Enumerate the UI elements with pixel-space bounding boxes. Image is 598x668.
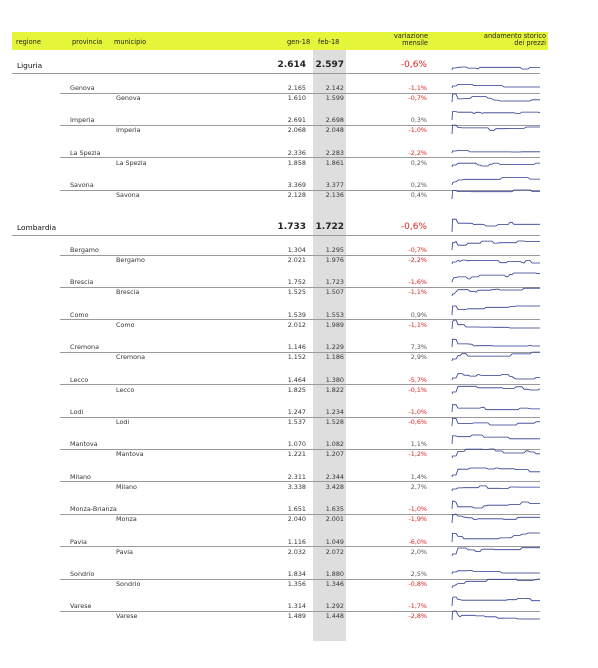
header-gen: gen-18 [287,38,311,46]
trend-sparkline [452,143,540,153]
sparkline-path [452,241,540,250]
province-variation: -1,0% [408,408,427,416]
municipio-feb: 2.048 [325,126,344,135]
province-variation: -0,7% [408,246,427,254]
province-gen: 1.834 [287,570,306,578]
sparkline-path [452,468,540,477]
province-variation: -1,0% [408,505,427,514]
sparkline-path [452,306,540,315]
municipio-gen: 2.040 [287,515,306,524]
sparkline-path [452,547,540,555]
province-gen: 1.116 [287,537,306,546]
municipio-feb: 1.207 [325,450,344,459]
province-name: Mantova [70,440,98,449]
trend-sparkline [452,351,540,361]
province-name: Lecco [70,375,89,384]
municipio-variation: -2,8% [408,612,427,621]
header-prezzi: dei prezzi [514,39,546,47]
sparkline-path [452,190,540,199]
sparkline-path [452,273,540,282]
sparkline-path [452,579,540,588]
region-name: Lombardia [17,223,57,232]
province-gen: 1.070 [287,440,306,449]
province-name: Lodi [70,408,84,416]
sparkline-path [452,219,540,232]
province-gen: 1.247 [287,408,306,416]
municipio-variation: -1,1% [408,320,427,329]
sparkline-path [452,501,540,509]
trend-sparkline [452,448,540,458]
trend-sparkline [452,481,540,491]
province-feb: 2.283 [325,148,344,157]
municipio-gen: 2.068 [287,126,306,135]
province-feb: 2.142 [325,84,344,92]
sparkline-path [452,150,540,153]
province-gen: 2.165 [287,84,306,92]
municipio-name: Lecco [116,385,135,394]
sparkline-path [452,597,540,606]
municipio-name: Pavia [116,547,133,556]
municipio-gen: 1.610 [287,94,306,102]
trend-sparkline [452,254,540,264]
sparkline-path [452,289,540,297]
municipio-feb: 1.346 [325,580,344,588]
municipio-variation: -1,9% [408,515,427,524]
sparkline-path [452,373,540,380]
province-variation: 1,4% [410,472,427,481]
municipio-name: Varese [116,612,138,621]
sparkline-path [452,178,540,185]
province-gen: 1.539 [287,310,306,319]
municipio-name: Imperia [116,126,141,135]
trend-sparkline [452,189,540,199]
province-name: Brescia [70,278,94,287]
region-feb: 1.722 [315,222,344,232]
municipio-gen: 1.489 [287,612,306,621]
header-feb: feb-18 [318,38,340,46]
municipio-name: Cremona [116,353,145,362]
sparkline-path [452,339,540,347]
municipio-gen: 1.525 [287,288,306,297]
municipio-gen: 2.012 [287,320,306,329]
province-variation: -1,7% [408,602,427,611]
trend-sparkline [452,467,540,477]
municipio-variation: -0,7% [408,94,427,102]
sparkline-path [452,435,540,444]
province-feb: 1.295 [325,246,344,254]
province-variation: 2,5% [410,570,427,578]
municipio-feb: 1.186 [325,353,344,362]
province-variation: 7,3% [410,343,427,352]
sparkline-path [452,112,540,120]
sparkline-path [452,533,540,542]
trend-sparkline [452,578,540,588]
municipio-feb: 1.507 [325,288,344,297]
municipio-feb: 1.448 [325,612,344,621]
municipio-feb: 1.528 [325,418,344,426]
province-gen: 3.369 [287,181,306,190]
region-name: Liguria [17,61,43,70]
province-feb: 1.049 [325,537,344,546]
trend-sparkline [452,337,540,347]
municipio-variation: 2,7% [410,482,427,491]
province-feb: 1.234 [325,408,344,416]
sparkline-path [452,260,540,264]
municipio-feb: 2.136 [325,191,344,200]
province-feb: 1.292 [325,602,344,611]
region-variation: -0,6% [400,60,427,70]
municipio-feb: 1.989 [325,320,344,329]
province-name: Monza-Brianza [70,505,117,514]
province-feb: 3.377 [325,181,344,190]
province-gen: 1.752 [287,278,306,287]
municipio-feb: 2.001 [325,515,344,524]
header-variazione: variazione [393,32,428,40]
municipio-name: Bergamo [116,256,145,264]
sparkline-path [452,514,540,523]
trend-sparkline [452,434,540,444]
municipio-variation: -1,1% [408,288,427,297]
municipio-gen: 1.858 [287,158,306,167]
sparkline-path [452,386,540,394]
sparkline-path [452,486,540,491]
municipio-variation: -0,1% [408,385,427,394]
municipio-name: Como [116,320,135,329]
province-variation: 1,1% [410,440,427,449]
municipio-name: Savona [116,191,140,200]
province-variation: -6,0% [408,537,427,546]
region-variation: -0,6% [400,222,427,232]
trend-sparkline [452,546,540,556]
sparkline-path [452,418,540,426]
trend-sparkline [452,218,540,232]
sparkline-path [452,67,540,70]
province-name: Cremona [70,343,99,352]
province-feb: 1.553 [325,310,344,319]
region-gen: 1.733 [277,222,306,232]
municipio-variation: -0,6% [408,418,427,426]
municipio-variation: 2,9% [410,353,427,362]
municipio-variation: -1,2% [408,450,427,459]
trend-sparkline [452,56,540,70]
municipio-variation: 0,2% [410,158,427,167]
province-name: Pavia [70,537,87,546]
municipio-variation: -1,0% [408,126,427,135]
municipio-feb: 1.976 [325,256,344,264]
municipio-gen: 2.032 [287,547,306,556]
province-gen: 1.304 [287,246,306,254]
table-header [12,32,548,50]
trend-sparkline [452,175,540,185]
province-feb: 1.082 [325,440,344,449]
province-variation: -5,7% [408,375,427,384]
trend-sparkline [452,78,540,88]
municipio-gen: 1.537 [287,418,306,426]
municipio-name: Mantova [116,450,144,459]
trend-sparkline [452,124,540,134]
sparkline-path [452,94,540,102]
province-name: Como [70,310,89,319]
region-gen: 2.614 [277,60,306,70]
trend-sparkline [452,305,540,315]
municipio-feb: 3.428 [325,482,344,491]
trend-sparkline [452,564,540,574]
municipio-name: Monza [116,515,137,524]
region-divider [12,235,540,236]
province-name: Sondrio [70,570,95,578]
municipio-feb: 1.822 [325,385,344,394]
header-provincia: provincia [72,38,103,46]
trend-sparkline [452,610,540,620]
province-gen: 1.464 [287,375,306,384]
municipio-feb: 1.861 [325,158,344,167]
province-feb: 1.880 [325,570,344,578]
sparkline-path [452,84,540,88]
province-feb: 1.723 [325,278,344,287]
province-name: Genova [70,84,95,92]
municipio-name: Genova [116,94,141,102]
trend-sparkline [452,532,540,542]
province-feb: 1.635 [325,505,344,514]
province-name: Milano [70,472,91,481]
municipio-gen: 1.825 [287,385,306,394]
trend-sparkline [452,416,540,426]
province-feb: 1.229 [325,343,344,352]
sparkline-path [452,126,540,135]
municipio-name: Sondrio [116,580,141,588]
trend-sparkline [452,402,540,412]
trend-sparkline [452,513,540,523]
header-municipio: municipio [114,38,147,46]
province-gen: 2.336 [287,148,306,157]
municipio-gen: 2.128 [287,191,306,200]
trend-sparkline [452,272,540,282]
trend-sparkline [452,110,540,120]
province-variation: -1,6% [408,278,427,287]
province-name: Varese [70,602,92,611]
trend-sparkline [452,596,540,606]
province-gen: 2.691 [287,116,306,125]
province-variation: 0,2% [410,181,427,190]
trend-sparkline [452,286,540,296]
municipio-name: La Spezia [116,158,147,167]
province-name: Savona [70,181,94,190]
province-variation: 0,9% [410,310,427,319]
sparkline-path [452,320,540,329]
sparkline-path [452,163,540,167]
trend-sparkline [452,370,540,380]
province-variation: 0,3% [410,116,427,125]
municipio-variation: 0,4% [410,191,427,200]
municipio-variation: -2,2% [408,256,427,264]
trend-sparkline [452,157,540,167]
province-feb: 1.380 [325,375,344,384]
province-name: La Spezia [70,148,101,157]
trend-sparkline [452,319,540,329]
trend-sparkline [452,240,540,250]
header-andamento: andamento storico [483,32,546,40]
trend-sparkline [452,92,540,102]
province-variation: -1,1% [408,84,427,92]
province-variation: -2,2% [408,148,427,157]
province-name: Bergamo [70,246,99,254]
region-divider [12,73,540,74]
region-feb: 2.597 [315,60,344,70]
municipio-feb: 2.072 [325,547,344,556]
municipio-name: Brescia [116,288,140,297]
sparkline-path [452,611,540,620]
trend-sparkline [452,384,540,394]
municipio-feb: 1.599 [325,94,344,102]
sparkline-path [452,571,540,574]
municipio-name: Lodi [116,418,130,426]
sparkline-path [452,405,540,412]
province-name: Imperia [70,116,95,125]
header-mensile: mensile [402,39,428,47]
sparkline-path [452,352,540,361]
province-gen: 1.651 [287,505,306,514]
municipio-variation: 2,0% [410,547,427,556]
trend-sparkline [452,499,540,509]
province-gen: 2.311 [287,472,306,481]
province-feb: 2.344 [325,472,344,481]
province-feb: 2.698 [325,116,344,125]
municipio-name: Milano [116,482,137,491]
municipio-gen: 1.221 [287,450,306,459]
sparkline-path [452,449,540,458]
municipio-gen: 1.356 [287,580,306,588]
municipio-gen: 1.152 [287,353,306,362]
municipio-gen: 2.021 [287,256,306,264]
header-regione: regione [16,38,41,46]
municipio-variation: -0,8% [408,580,427,588]
province-gen: 1.146 [287,343,306,352]
municipio-gen: 3.338 [287,482,306,491]
province-gen: 1.314 [287,602,306,611]
